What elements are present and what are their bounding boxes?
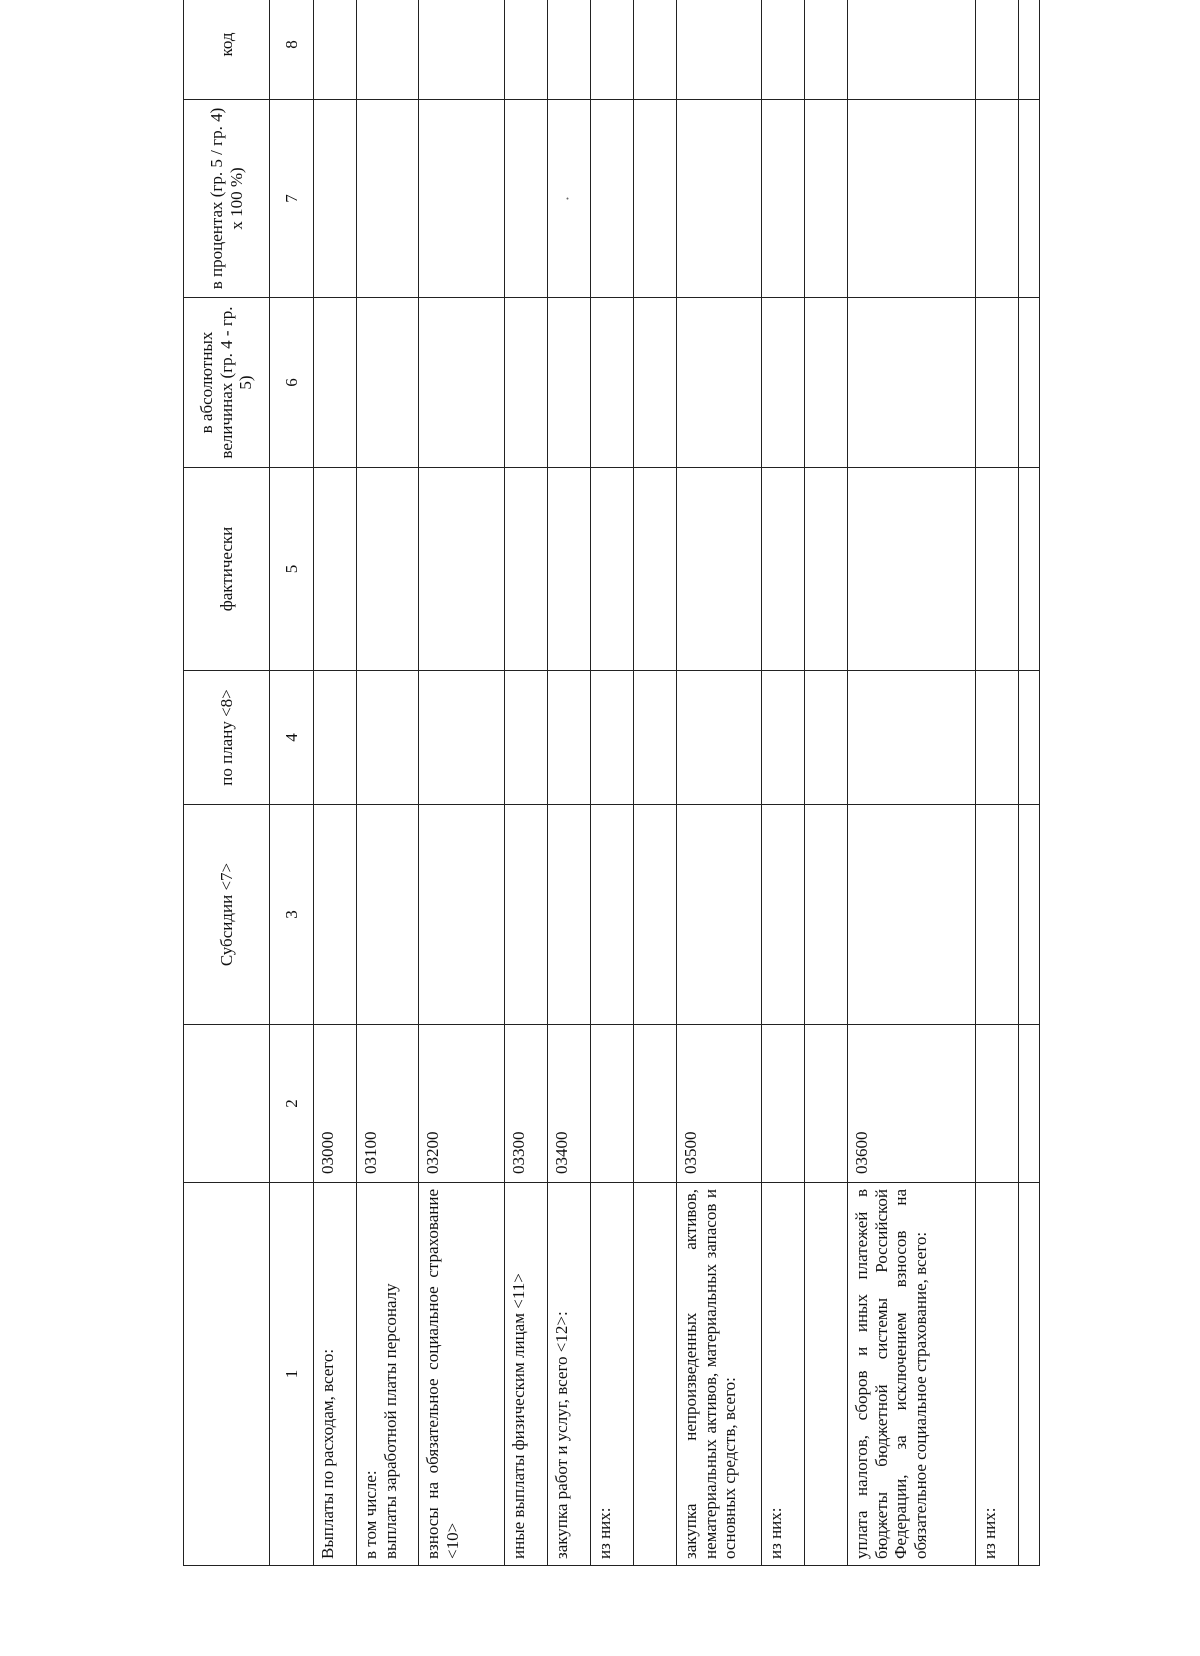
row-code-cell (805, 1025, 848, 1183)
header-col4: по плану <8> (184, 671, 270, 805)
rotated-page (183, 18, 1038, 1566)
value-cell (848, 468, 976, 671)
table-row (677, 0, 762, 1566)
value-cell (762, 298, 805, 468)
row-name-cell (805, 1183, 848, 1566)
table-row (1019, 0, 1040, 1566)
value-cell (976, 805, 1019, 1025)
row-code-cell (976, 1025, 1019, 1183)
value-cell (505, 0, 548, 100)
header-col6: в абсолютных величинах (гр. 4 - гр. 5) (184, 298, 270, 468)
value-cell (634, 0, 677, 100)
value-cell (419, 100, 505, 298)
value-cell (848, 671, 976, 805)
row-name-cell: уплата налогов, сборов и иных платежей в бюджеты бюджетной системы Российской Федерации, за исключением взносов на обязательное социальное страхование, всего: (848, 1183, 976, 1566)
value-cell (591, 468, 634, 671)
value-cell (976, 0, 1019, 100)
stray-mark: · (558, 195, 577, 202)
table-row (591, 0, 634, 1566)
row-name-cell: Выплаты по расходам, всего: (314, 1183, 357, 1566)
value-cell (848, 298, 976, 468)
value-cell (677, 0, 762, 100)
value-cell (1019, 805, 1040, 1025)
row-code-cell (762, 1025, 805, 1183)
value-cell (976, 468, 1019, 671)
row-code-cell (591, 1025, 634, 1183)
row-code-cell: 03000 (314, 1025, 357, 1183)
table-row (762, 0, 805, 1566)
header-col7: в процентах (гр. 5 / гр. 4) х 100 %) (184, 100, 270, 298)
value-cell (419, 805, 505, 1025)
value-cell (314, 100, 357, 298)
value-cell (548, 0, 591, 100)
value-cell (976, 298, 1019, 468)
value-cell (976, 100, 1019, 298)
row-code-cell: 03400 (548, 1025, 591, 1183)
value-cell (357, 100, 419, 298)
row-name-cell: закупка работ и услуг, всего <12>: (548, 1183, 591, 1566)
value-cell (314, 671, 357, 805)
value-cell (591, 0, 634, 100)
value-cell (805, 805, 848, 1025)
value-cell (357, 298, 419, 468)
value-cell (357, 671, 419, 805)
value-cell (1019, 100, 1040, 298)
value-cell (677, 298, 762, 468)
value-cell (505, 468, 548, 671)
row-code-cell (1019, 1025, 1040, 1183)
value-cell (634, 100, 677, 298)
colnum-4: 4 (270, 671, 314, 805)
value-cell (762, 805, 805, 1025)
value-cell (548, 468, 591, 671)
table-row (848, 0, 976, 1566)
row-code-cell (634, 1025, 677, 1183)
value-cell (677, 805, 762, 1025)
table-row (419, 0, 505, 1566)
row-code-cell: 03500 (677, 1025, 762, 1183)
table-row (505, 0, 548, 1566)
row-code-cell: 03100 (357, 1025, 419, 1183)
row-name-cell (1019, 1183, 1040, 1566)
value-cell (505, 805, 548, 1025)
row-code-cell: 03200 (419, 1025, 505, 1183)
row-name-cell: из них: (591, 1183, 634, 1566)
value-cell (634, 805, 677, 1025)
row-code-cell: 03600 (848, 1025, 976, 1183)
value-cell (548, 671, 591, 805)
value-cell (805, 671, 848, 805)
value-cell (805, 0, 848, 100)
value-cell (1019, 468, 1040, 671)
header-col1 (184, 1183, 270, 1566)
table-row (357, 0, 419, 1566)
value-cell (505, 671, 548, 805)
value-cell (848, 100, 976, 298)
value-cell (591, 805, 634, 1025)
value-cell (848, 805, 976, 1025)
value-cell (505, 298, 548, 468)
value-cell (419, 671, 505, 805)
value-cell (762, 468, 805, 671)
colnum-6: 6 (270, 298, 314, 468)
value-cell (762, 100, 805, 298)
table-row (548, 0, 591, 1566)
value-cell (548, 100, 591, 298)
value-cell (314, 468, 357, 671)
value-cell (634, 671, 677, 805)
value-cell (591, 671, 634, 805)
value-cell (677, 671, 762, 805)
colnum-8: 8 (270, 0, 314, 100)
value-cell (976, 671, 1019, 805)
value-cell (762, 0, 805, 100)
value-cell (1019, 671, 1040, 805)
colnum-5: 5 (270, 468, 314, 671)
row-name-cell: в том числе: выплаты заработной платы персоналу (357, 1183, 419, 1566)
colnum-2: 2 (270, 1025, 314, 1183)
row-name-cell: закупка непроизведенных активов, нематериальных активов, материальных запасов и основных средств, всего: (677, 1183, 762, 1566)
value-cell (314, 298, 357, 468)
value-cell (848, 0, 976, 100)
table-row (634, 0, 677, 1566)
row-name-cell: из них: (976, 1183, 1019, 1566)
row-name-cell: иные выплаты физическим лицам <11> (505, 1183, 548, 1566)
row-code-cell: 03300 (505, 1025, 548, 1183)
header-col5: фактически (184, 468, 270, 671)
value-cell (805, 298, 848, 468)
table-row (976, 0, 1019, 1566)
value-cell (634, 468, 677, 671)
colnum-1: 1 (270, 1183, 314, 1566)
value-cell (591, 298, 634, 468)
table-body (314, 0, 1040, 1566)
header-col2 (184, 1025, 270, 1183)
value-cell (548, 298, 591, 468)
value-cell (357, 0, 419, 100)
value-cell (357, 468, 419, 671)
value-cell (419, 468, 505, 671)
value-cell (677, 468, 762, 671)
value-cell (505, 100, 548, 298)
row-name-cell: взносы на обязательное социальное страхование <10> (419, 1183, 505, 1566)
value-cell (1019, 0, 1040, 100)
value-cell (805, 100, 848, 298)
value-cell (762, 671, 805, 805)
value-cell (677, 100, 762, 298)
report-table (183, 0, 1040, 1566)
row-name-cell: из них: (762, 1183, 805, 1566)
value-cell (419, 0, 505, 100)
value-cell (357, 805, 419, 1025)
value-cell (314, 805, 357, 1025)
table-row (314, 0, 357, 1566)
value-cell (419, 298, 505, 468)
value-cell (591, 100, 634, 298)
header-col8: код (184, 0, 270, 100)
value-cell (805, 468, 848, 671)
value-cell (1019, 298, 1040, 468)
header-row (184, 0, 270, 1566)
value-cell (314, 0, 357, 100)
value-cell (634, 298, 677, 468)
header-col3: Субсидии <7> (184, 805, 270, 1025)
row-name-cell (634, 1183, 677, 1566)
colnum-7: 7 (270, 100, 314, 298)
value-cell (548, 805, 591, 1025)
colnum-3: 3 (270, 805, 314, 1025)
table-row (805, 0, 848, 1566)
column-numbers-row (270, 0, 314, 1566)
